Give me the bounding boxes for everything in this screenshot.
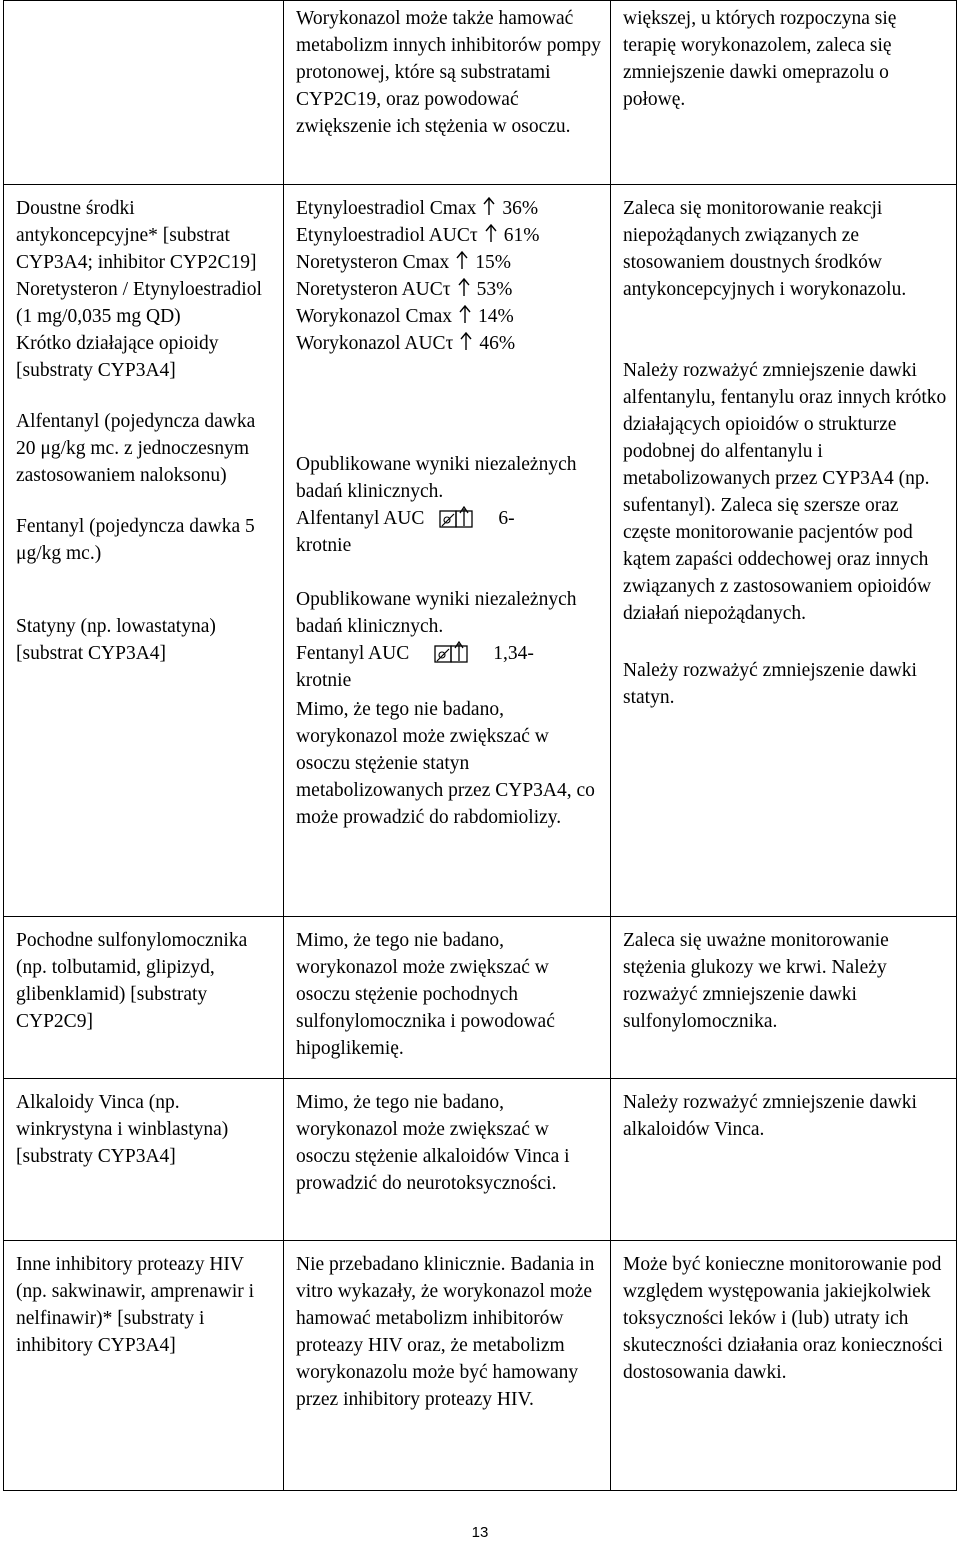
drug-cell	[4, 1079, 284, 1241]
alfentanil-auc-value: 6-	[498, 508, 515, 529]
pk-lines	[296, 195, 602, 357]
pk-value: 53%	[476, 279, 513, 300]
alfentanil-auc-label: Alfentanyl AUC	[296, 508, 425, 529]
drug-contraceptives: Doustne środki antykoncepcyjne* [substrat CYP3A4; inhibitor CYP2C19] Noretysteron / Etynyloestradiol (1 mg/0,035 mg QD)	[16, 198, 262, 327]
interaction-text: Nie przebadano klinicznie. Badania in vitro wykazały, że worykonazol może hamować metabolizm inhibitorów proteazy HIV oraz, że metabolizm worykonazolu może być hamowany przez inhibitory proteazy HIV.	[296, 1254, 595, 1410]
drug-opioids: Krótko działające opioidy [substraty CYP3A4]	[16, 333, 219, 381]
interaction-cell	[284, 185, 611, 917]
recommendation-text: Może być konieczne monitorowanie pod względem występowania jakiejkolwiek toksyczności leków i (lub) utraty ich skuteczności działania oraz konieczności dostosowania dawki.	[623, 1254, 943, 1383]
pk-label: Noretysteron Cmax	[296, 252, 450, 273]
pk-line	[296, 222, 602, 249]
alfentanil-auc-suffix: krotnie	[296, 535, 352, 556]
interaction-text: Worykonazol może także hamować metabolizm innych inhibitorów pompy protonowej, które są substratami CYP2C19, oraz powodować zwiększenie ich stężenia w osoczu.	[296, 8, 601, 137]
drug-fentanyl: Fentanyl (pojedyncza dawka 5 μg/kg mc.)	[16, 516, 255, 564]
drug-sulfonylureas: Pochodne sulfonylomocznika (np. tolbutamid, glipizyd, glibenklamid) [substraty CYP2C9]	[16, 930, 248, 1032]
pk-label: Worykonazol AUCτ	[296, 333, 454, 354]
arrow-up-icon	[455, 277, 473, 297]
statins-interaction: Mimo, że tego nie badano, worykonazol może zwiększać w osoczu stężenie statyn metabolizowanych przez CYP3A4, co może prowadzić do rabdomiolizy.	[296, 699, 595, 828]
arrow-up-icon	[456, 304, 474, 324]
drug-alfentanil: Alfentanyl (pojedyncza dawka 20 μg/kg mc. z jednoczesnym zastosowaniem naloksonu)	[16, 411, 256, 486]
alfentanil-auc-line	[296, 505, 602, 532]
pk-label: Worykonazol Cmax	[296, 306, 453, 327]
pk-line	[296, 303, 602, 330]
pk-label: Noretysteron AUCτ	[296, 279, 451, 300]
interaction-cell	[284, 917, 611, 1079]
pk-value: 61%	[503, 225, 540, 246]
drug-vinca: Alkaloidy Vinca (np. winkrystyna i winblastyna) [substraty CYP3A4]	[16, 1092, 229, 1167]
table-row	[4, 185, 957, 917]
table-row	[4, 1, 957, 185]
arrow-up-icon	[482, 223, 500, 243]
fentanyl-auc-label: Fentanyl AUC	[296, 643, 410, 664]
drug-cell-empty	[4, 1, 284, 185]
recommendation-cell	[611, 1079, 957, 1241]
rec-statins: Należy rozważyć zmniejszenie dawki statyn.	[623, 660, 917, 708]
rec-opioids: Należy rozważyć zmniejszenie dawki alfentanylu, fentanylu oraz innych krótko działających opioidów o strukturze podobnej do alfentanylu i metabolizowanych przez CYP3A4 (np. sufentanyl). Zaleca się szersze oraz częste monitorowanie pacjentów pod kątem zapaści oddechowej oraz innych związanych z zastosowaniem opioidów działań niepożądanych.	[623, 360, 947, 624]
recommendation-cell	[611, 917, 957, 1079]
pk-line	[296, 330, 602, 357]
arrow-up-icon	[453, 250, 471, 270]
table-row	[4, 917, 957, 1079]
interaction-table	[3, 0, 957, 1491]
rec-contraceptives: Zaleca się monitorowanie reakcji niepożądanych związanych ze stosowaniem doustnych środków antykoncepcyjnych i worykonazolu.	[623, 198, 907, 300]
pk-label: Etynyloestradiol Cmax	[296, 198, 477, 219]
pk-label: Etynyloestradiol AUCτ	[296, 225, 478, 246]
pk-line	[296, 249, 602, 276]
pk-value: 36%	[502, 198, 539, 219]
interaction-text: Mimo, że tego nie badano, worykonazol może zwiększać w osoczu stężenie alkaloidów Vinca i prowadzić do neurotoksyczności.	[296, 1092, 570, 1194]
arrow-up-icon	[457, 331, 475, 351]
pk-value: 46%	[479, 333, 516, 354]
interaction-cell	[284, 1241, 611, 1491]
alfentanil-intro: Opublikowane wyniki niezależnych badań klinicznych.	[296, 454, 577, 502]
drug-cell	[4, 185, 284, 917]
fentanyl-auc-suffix: krotnie	[296, 670, 352, 691]
drug-cell	[4, 1241, 284, 1491]
table-row	[4, 1241, 957, 1491]
recommendation-cell	[611, 1241, 957, 1491]
drug-hiv-protease: Inne inhibitory proteazy HIV (np. sakwinawir, amprenawir i nelfinawir)* [substraty i inhibitory CYP3A4]	[16, 1254, 255, 1356]
recommendation-cell	[611, 1, 957, 185]
increase-symbol-icon	[432, 506, 494, 528]
pk-line	[296, 276, 602, 303]
pk-value: 14%	[478, 306, 514, 327]
recommendation-text: Zaleca się uważne monitorowanie stężenia glukozy we krwi. Należy rozważyć zmniejszenie dawki sulfonylomocznika.	[623, 930, 889, 1032]
recommendation-cell	[611, 185, 957, 917]
arrow-up-icon	[480, 196, 498, 216]
table-row	[4, 1079, 957, 1241]
fentanyl-auc-value: 1,34-	[493, 643, 534, 664]
interaction-cell	[284, 1079, 611, 1241]
interaction-text: Mimo, że tego nie badano, worykonazol może zwiększać w osoczu stężenie pochodnych sulfonylomocznika i powodować hipoglikemię.	[296, 930, 555, 1059]
drug-statins: Statyny (np. lowastatyna) [substrat CYP3A4]	[16, 616, 216, 664]
page-number: 13	[471, 1524, 489, 1541]
increase-symbol-icon	[427, 641, 489, 663]
drug-cell	[4, 917, 284, 1079]
pk-line	[296, 195, 602, 222]
recommendation-text: większej, u których rozpoczyna się terapię worykonazolem, zaleca się zmniejszenie dawki omeprazolu o połowę.	[623, 8, 897, 110]
fentanyl-intro: Opublikowane wyniki niezależnych badań klinicznych.	[296, 589, 577, 637]
fentanyl-auc-line	[296, 640, 602, 667]
pk-value: 15%	[475, 252, 512, 273]
recommendation-text: Należy rozważyć zmniejszenie dawki alkaloidów Vinca.	[623, 1092, 917, 1140]
interaction-cell	[284, 1, 611, 185]
